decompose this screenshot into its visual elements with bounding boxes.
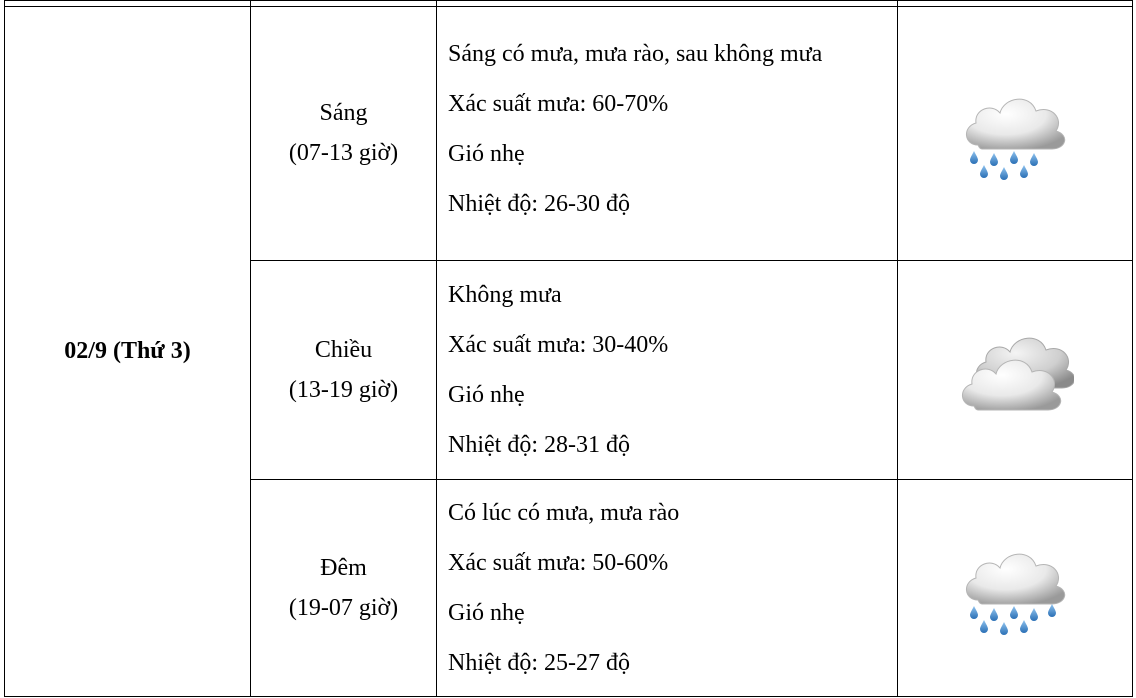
period-hours: (07-13 giờ)	[288, 140, 399, 167]
rain-probability: Xác suất mưa: 60-70%	[448, 91, 669, 118]
cloud-rain-icon	[960, 83, 1070, 183]
temperature: Nhiệt độ: 28-31 độ	[448, 432, 630, 459]
description-cell-afternoon	[437, 260, 898, 480]
wind: Gió nhẹ	[448, 141, 525, 168]
date-cell	[5, 7, 251, 697]
period-cell-night	[251, 480, 437, 697]
description-cell-night	[437, 480, 898, 697]
weather-description: Có lúc có mưa, mưa rào	[448, 500, 680, 527]
cloud-rain-icon	[960, 538, 1070, 638]
rain-probability: Xác suất mưa: 30-40%	[448, 332, 669, 359]
icon-cell-night	[898, 480, 1133, 697]
period-name: Đêm	[320, 555, 367, 582]
cloudy-icon	[956, 322, 1074, 418]
period-name: Sáng	[319, 100, 368, 127]
wind: Gió nhẹ	[448, 382, 525, 409]
weather-description: Không mưa	[448, 282, 562, 309]
table-row	[5, 7, 1133, 261]
period-cell-afternoon	[251, 260, 437, 480]
weather-description: Sáng có mưa, mưa rào, sau không mưa	[448, 41, 823, 68]
wind: Gió nhẹ	[448, 600, 525, 627]
rain-probability: Xác suất mưa: 50-60%	[448, 550, 669, 577]
icon-cell-afternoon	[898, 260, 1133, 480]
temperature: Nhiệt độ: 25-27 độ	[448, 650, 630, 677]
period-name: Chiều	[314, 337, 373, 364]
date-label: 02/9 (Thứ 3)	[64, 338, 191, 364]
description-cell-morning	[437, 7, 898, 261]
period-cell-morning	[251, 7, 437, 261]
icon-cell-morning	[898, 7, 1133, 261]
period-hours: (19-07 giờ)	[288, 595, 399, 622]
temperature: Nhiệt độ: 26-30 độ	[448, 191, 630, 218]
period-hours: (13-19 giờ)	[288, 377, 399, 404]
forecast-table	[4, 0, 1133, 697]
